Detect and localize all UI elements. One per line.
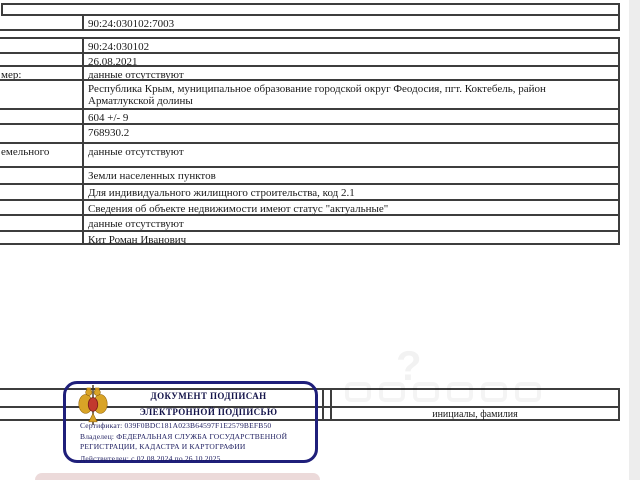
row-value-cell: данные отсутствуют (88, 218, 184, 230)
signature-cell-spacer (324, 390, 332, 406)
table-row (0, 201, 618, 216)
row-value-cell: Сведения об объекте недвижимости имеют статус "актуальные" (88, 203, 389, 214)
table-row (0, 168, 618, 185)
table-row (0, 216, 618, 232)
row-label-cell (0, 110, 84, 123)
row-value-cell: Земли населенных пунктов (88, 170, 216, 182)
faint-watermark-mark: ? (396, 342, 422, 389)
stamp-certificate-value: 039F0BDC181A023B64597F1E2579BEFB50 (124, 421, 272, 430)
row-value-cell: данные отсутствуют (88, 69, 184, 79)
row-value-cell: 768930.2 (88, 127, 130, 139)
digital-signature-stamp (63, 381, 318, 463)
row-value-cell: Республика Крым, муниципальное образование городской округ Феодосия, пгт. Коктебель, район Арматлукской долины (88, 83, 546, 107)
rosreestr-eagle-icon (77, 385, 109, 425)
initials-label: инициалы, фамилия (432, 409, 518, 420)
table-row (0, 125, 618, 144)
registry-table-cadastral-number (0, 16, 620, 31)
row-value-cell: данные отсутствуют (88, 146, 184, 158)
row-label-cell (0, 232, 84, 243)
row-value-cell: 90:24:030102:7003 (88, 18, 175, 29)
stamp-owner-value: ФЕДЕРАЛЬНАЯ СЛУЖБА ГОСУДАРСТВЕННОЙ РЕГИСТРАЦИИ, КАДАСТРА И КАРТОГРАФИИ (80, 432, 288, 451)
stamp-validity-label: Действителен: (80, 454, 130, 463)
stamp-certificate-line (80, 421, 307, 431)
table-row (0, 185, 618, 201)
row-value-cell: Для индивидуального жилищного строительства, код 2.1 (88, 187, 355, 199)
faint-watermark-text (345, 382, 615, 406)
table-row (0, 81, 618, 110)
stamp-validity-value: с 02.08.2024 по 26.10.2025 (131, 454, 221, 463)
stamp-validity-line (80, 454, 307, 464)
registry-table-top-row (1, 3, 620, 16)
row-label-cell (0, 16, 84, 29)
stamp-owner-label: Владелец: (80, 432, 115, 441)
row-label-cell (0, 216, 84, 230)
row-label-cell (0, 168, 84, 183)
cutoff-element-top-edge (35, 473, 320, 480)
table-row (0, 54, 618, 67)
row-value-cell: 26.08.2021 (88, 56, 138, 65)
row-label-cell (0, 125, 84, 142)
row-label-cell (0, 201, 84, 214)
stamp-title-line1: ДОКУМЕНТ ПОДПИСАН (150, 391, 267, 401)
signature-cell-spacer (324, 408, 332, 419)
table-row (0, 110, 618, 125)
page-right-gutter (629, 0, 640, 480)
row-label-cell (0, 185, 84, 199)
table-row (0, 67, 618, 81)
row-label-cell (0, 54, 84, 65)
stamp-owner-line (80, 432, 307, 451)
row-value-cell: Кит Роман Иванович (88, 234, 187, 243)
stamp-title-line2: ЭЛЕКТРОННОЙ ПОДПИСЬЮ (139, 407, 278, 417)
row-label-cell (0, 39, 84, 52)
stamp-certificate-label: Сертификат: (80, 421, 123, 430)
table-row (0, 39, 618, 54)
registry-table-main (0, 37, 620, 245)
row-label-cell: мер: (0, 67, 84, 79)
row-label-cell: емельного (0, 144, 84, 166)
table-row (0, 16, 618, 31)
table-row (0, 144, 618, 168)
row-label-cell (0, 81, 84, 108)
row-value-cell: 604 +/- 9 (88, 112, 129, 123)
table-row (0, 232, 618, 245)
row-value-cell: 90:24:030102 (88, 41, 150, 52)
